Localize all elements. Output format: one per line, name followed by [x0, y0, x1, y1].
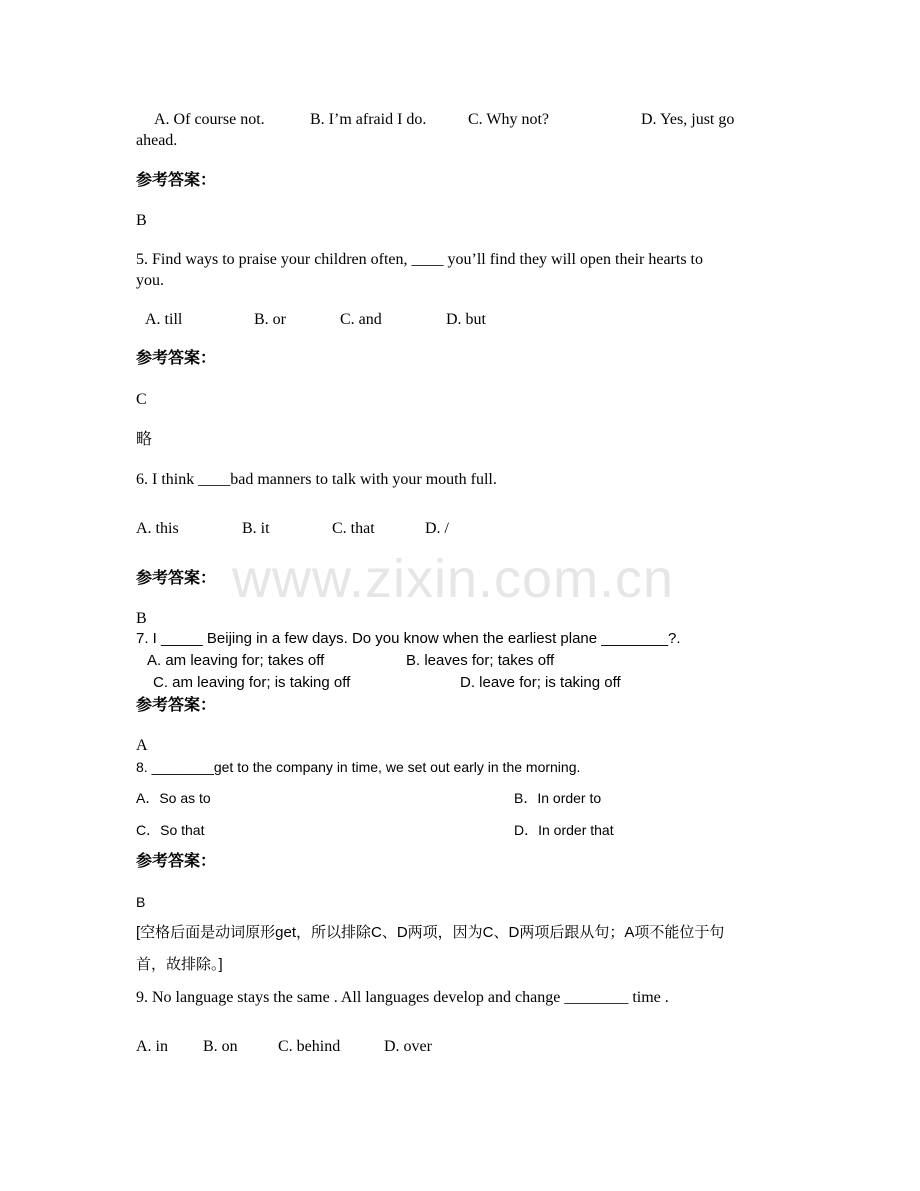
q7-answer: A: [136, 737, 148, 754]
q5-option-d: D. but: [446, 311, 486, 328]
q8-answer: B: [136, 894, 146, 910]
q8-option-b: B．In order to: [514, 790, 602, 806]
q8-option-a: A．So as to: [136, 790, 211, 806]
q5-answer-label: 参考答案：: [136, 350, 217, 367]
q6-text: 6. I think ____bad manners to talk with your mouth full.: [136, 471, 497, 488]
q4-answer-label: 参考答案：: [136, 172, 217, 189]
q6-option-d: D. /: [425, 520, 449, 537]
q4-option-a: A. Of course not.: [154, 111, 265, 128]
q9-option-b: B. on: [203, 1038, 238, 1055]
q9-text: 9. No language stays the same . All languages develop and change ________ time .: [136, 989, 669, 1006]
q5-option-a: A. till: [145, 311, 183, 328]
q6-option-b: B. it: [242, 520, 270, 537]
q6-answer: B: [136, 610, 147, 627]
q4-option-b: B. I’m afraid I do.: [310, 111, 427, 128]
q6-answer-label: 参考答案：: [136, 570, 217, 587]
q5-text-line-1: 5. Find ways to praise your children often, ____ you’ll find they will open their hearts to: [136, 251, 703, 268]
q7-answer-label: 参考答案：: [136, 697, 217, 714]
q7-option-d: D. leave for; is taking off: [460, 674, 621, 691]
q6-option-c: C. that: [332, 520, 375, 537]
q5-option-b: B. or: [254, 311, 286, 328]
q4-option-d: D. Yes, just go: [641, 111, 735, 128]
q8-answer-label: 参考答案：: [136, 853, 217, 870]
q9-option-d: D. over: [384, 1038, 432, 1055]
q8-explanation-line-2: 首，故排除。]: [136, 956, 223, 973]
q7-option-c: C. am leaving for; is taking off: [153, 674, 351, 691]
q5-note: 略: [136, 431, 153, 448]
q4-answer: B: [136, 212, 147, 229]
q9-option-c: C. behind: [278, 1038, 341, 1055]
q8-text: 8. ________get to the company in time, we set out early in the morning.: [136, 759, 581, 775]
q5-text-line-2: you.: [136, 272, 164, 289]
q7-text: 7. I _____ Beijing in a few days. Do you know when the earliest plane ________?.: [136, 630, 681, 647]
q5-answer: C: [136, 391, 147, 408]
q8-option-c: C．So that: [136, 822, 205, 838]
q7-option-a: A. am leaving for; takes off: [147, 652, 325, 669]
q8-option-d: D．In order that: [514, 822, 614, 838]
q6-option-a: A. this: [136, 520, 179, 537]
q8-explanation-line-1: [空格后面是动词原形get，所以排除C、D两项，因为C、D两项后跟从句；A项不能位于句: [136, 924, 725, 941]
q5-option-c: C. and: [340, 311, 382, 328]
q4-option-c: C. Why not?: [468, 111, 550, 128]
q4-option-d-continued: ahead.: [136, 132, 178, 149]
watermark: www.zixin.com.cn: [232, 549, 675, 609]
q7-option-b: B. leaves for; takes off: [406, 652, 555, 669]
q9-option-a: A. in: [136, 1038, 168, 1055]
